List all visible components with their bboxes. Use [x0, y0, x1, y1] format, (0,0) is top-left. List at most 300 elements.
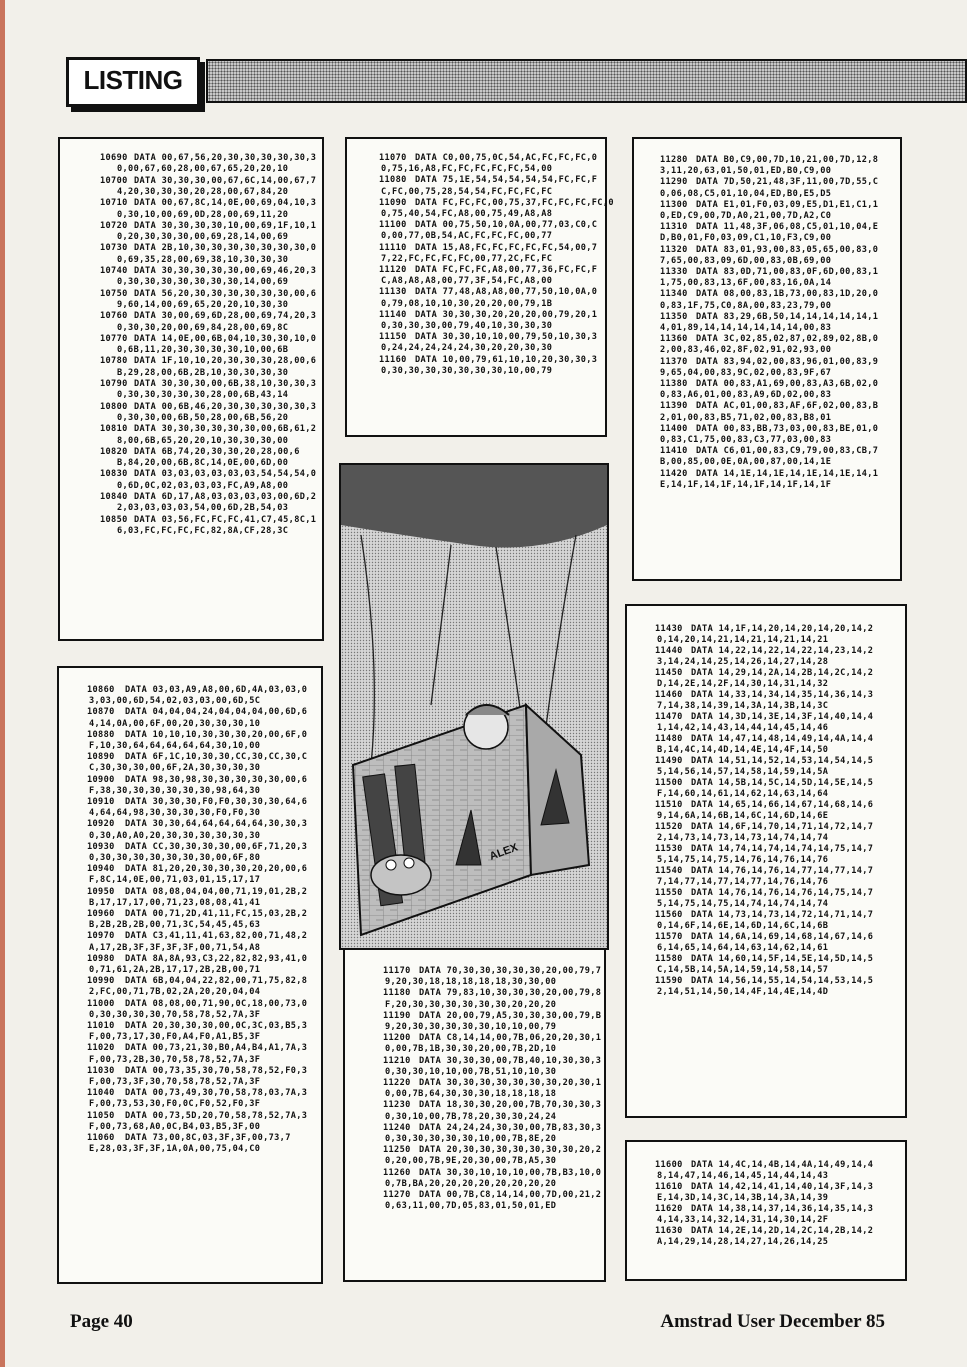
data-statement: DATA E1,01,F0,03,09,E5,D1,E1,C1,1 [696, 199, 879, 210]
line-number: 10780 [100, 356, 128, 367]
line-number: 11110 [379, 242, 407, 253]
header-dotted-bar [206, 59, 967, 103]
listing-box-11600 [625, 1140, 907, 1281]
line-number: 10980 [87, 953, 115, 964]
data-continuation: F,10,30,64,64,64,64,64,30,10,00 [89, 741, 261, 751]
data-continuation: E,28,03,3F,3F,1A,0A,00,75,04,C0 [89, 1144, 261, 1155]
line-number: 11100 [379, 220, 407, 231]
data-statement: DATA 14,65,14,66,14,67,14,68,14,6 [691, 800, 874, 810]
line-number: 11630 [655, 1226, 683, 1236]
data-statement: DATA 30,30,30,30,30,00,69,46,20,3 [134, 266, 317, 276]
line-number: 11250 [383, 1145, 411, 1156]
line-number: 11520 [655, 822, 683, 832]
line-number: 11060 [87, 1133, 115, 1143]
data-statement: DATA FC,FC,FC,00,75,37,FC,FC,FC,FC,0 [415, 197, 614, 208]
listing-box-10690 [58, 137, 324, 641]
data-continuation: F,00,73,2B,30,70,58,78,52,7A,3F [89, 1054, 261, 1065]
line-number: 10960 [87, 909, 115, 919]
data-statement: DATA 10,00,79,61,10,10,20,30,30,3 [415, 354, 598, 365]
data-statement: DATA 00,67,56,20,30,30,30,30,30,3 [134, 153, 317, 163]
line-number: 10990 [87, 976, 115, 987]
data-statement: DATA CC,30,30,30,30,00,6F,71,20,3 [125, 841, 308, 852]
line-number: 11510 [655, 800, 683, 810]
line-number: 11290 [660, 177, 688, 188]
data-continuation: 3,14,24,14,25,14,26,14,27,14,28 [657, 657, 829, 667]
data-continuation: 7,14,38,14,39,14,3A,14,3B,14,3C [657, 701, 829, 711]
line-number: 11470 [655, 712, 683, 722]
line-number: 11620 [655, 1204, 683, 1214]
data-statement: DATA 00,75,50,10,0A,00,77,03,C0,C [415, 220, 598, 231]
data-statement: DATA 30,30,30,30,30,30,00,6B,61,2 [134, 424, 317, 435]
line-number: 11410 [660, 446, 688, 457]
data-continuation: 9,65,04,00,83,9C,02,00,83,9F,67 [660, 367, 832, 378]
data-statement: DATA 73,00,8C,03,3F,3F,00,73,7 [125, 1133, 291, 1143]
data-continuation: F,14,60,14,61,14,62,14,63,14,64 [657, 789, 829, 799]
data-continuation: 4,01,89,14,14,14,14,14,14,00,83 [660, 323, 832, 333]
line-number: 10810 [100, 424, 128, 435]
data-continuation: 7,65,00,83,09,6D,00,83,0B,69,00 [660, 255, 832, 266]
line-number: 11030 [87, 1065, 115, 1076]
data-statement: DATA C0,00,75,0C,54,AC,FC,FC,FC,0 [415, 153, 598, 163]
data-continuation: 3,11,20,63,01,50,01,ED,B0,C9,00 [660, 166, 832, 177]
data-statement: DATA 14,33,14,34,14,35,14,36,14,3 [691, 690, 874, 700]
data-statement: DATA C3,41,11,41,63,82,00,71,48,2 [125, 931, 308, 942]
line-number: 11260 [383, 1167, 411, 1178]
data-statement: DATA 30,30,30,00,6B,38,10,30,30,3 [134, 379, 317, 389]
data-continuation: C,FC,00,75,28,54,54,FC,FC,FC,FC [381, 186, 553, 197]
data-statement: DATA 6B,74,20,30,30,20,28,00,6 [134, 446, 300, 457]
data-statement: DATA 6D,17,A8,03,03,03,03,00,6D,2 [134, 492, 317, 502]
data-continuation: 0,00,7B,64,30,30,30,18,18,18,18 [385, 1089, 557, 1100]
data-statement: DATA 30,30,10,10,10,00,7B,B3,10,0 [419, 1167, 602, 1178]
line-number: 11310 [660, 222, 688, 233]
data-statement: DATA 14,5B,14,5C,14,5D,14,5E,14,5 [691, 778, 874, 788]
data-continuation: C,14,5B,14,5A,14,59,14,58,14,57 [657, 965, 829, 975]
data-statement: DATA 14,60,14,5F,14,5E,14,5D,14,5 [691, 954, 874, 964]
line-number: 10950 [87, 886, 115, 897]
line-number: 11450 [655, 668, 683, 678]
page-edge-strip [0, 0, 5, 1367]
data-statement: DATA 08,00,83,1B,73,00,83,1D,20,0 [696, 289, 879, 300]
data-statement: DATA 14,74,14,74,14,74,14,75,14,7 [691, 844, 874, 854]
data-statement: DATA 20,30,30,30,00,0C,3C,03,B5,3 [125, 1021, 308, 1031]
line-number: 11570 [655, 932, 683, 942]
data-statement: DATA 30,30,30,00,7B,40,10,30,30,3 [419, 1055, 602, 1066]
data-statement: DATA 98,30,98,30,30,30,30,30,00,6 [125, 774, 308, 785]
data-continuation: 0,71,61,2A,2B,17,17,2B,2B,00,71 [89, 965, 261, 975]
balloon-illustration [341, 465, 607, 948]
data-continuation: 2,00,83,46,02,8F,02,91,02,93,00 [660, 345, 832, 356]
data-continuation: 0,75,16,A8,FC,FC,FC,FC,FC,54,00 [381, 164, 553, 175]
line-number: 11560 [655, 910, 683, 920]
data-statement: DATA 7D,50,21,48,3F,11,00,7D,55,C [696, 177, 879, 188]
data-continuation: 9,20,30,30,30,30,30,10,10,00,79 [385, 1022, 557, 1032]
data-statement: DATA 14,56,14,55,14,54,14,53,14,5 [691, 976, 874, 986]
data-continuation: 3,03,00,6D,54,02,03,03,00,6D,5C [89, 696, 261, 707]
data-statement: DATA 20,00,79,A5,30,30,30,00,79,B [419, 1010, 602, 1021]
data-statement: DATA 00,73,35,30,70,58,78,52,F0,3 [125, 1065, 308, 1076]
data-statement: DATA 6F,1C,10,30,30,CC,30,CC,30,C [125, 752, 308, 763]
data-statement: DATA C8,14,14,00,7B,06,20,20,30,1 [419, 1033, 602, 1044]
data-continuation: F,38,30,30,30,30,30,30,98,64,30 [89, 785, 261, 796]
line-number: 11000 [87, 998, 115, 1009]
data-statement: DATA 10,10,10,30,30,30,20,00,6F,0 [125, 729, 308, 740]
listing-box-10860 [57, 666, 323, 1284]
line-number: 10770 [100, 333, 128, 344]
data-statement: DATA 08,08,04,04,00,71,19,01,2B,2 [125, 886, 308, 897]
data-statement: DATA 70,30,30,30,30,30,20,00,79,7 [419, 966, 602, 976]
data-continuation: 0,30,10,00,7B,78,20,30,30,24,24 [385, 1111, 557, 1122]
line-number: 11220 [383, 1078, 411, 1088]
artist-signature: ALEX [487, 841, 520, 863]
line-number: 10820 [100, 446, 128, 457]
data-statement: DATA C6,01,00,83,C9,79,00,83,CB,7 [696, 446, 879, 457]
line-number: 11600 [655, 1160, 683, 1170]
line-number: 11550 [655, 888, 683, 898]
line-number: 10890 [87, 752, 115, 763]
data-statement: DATA 00,83,A1,69,00,83,A3,6B,02,0 [696, 379, 879, 389]
data-statement: DATA 18,30,30,20,00,7B,70,30,30,3 [419, 1100, 602, 1111]
data-continuation: 0,30,30,10,10,00,7B,51,10,10,30 [385, 1066, 557, 1077]
data-continuation: 0,30,30,30,30,70,58,78,52,7A,3F [89, 1009, 261, 1020]
listing-box-11280 [632, 137, 902, 581]
data-continuation: 0,00,67,60,28,00,67,65,20,20,10 [117, 164, 289, 175]
line-number: 11460 [655, 690, 683, 700]
data-statement: DATA 14,2E,14,2D,14,2C,14,2B,14,2 [691, 1226, 874, 1236]
data-continuation: 0,ED,C9,00,7D,A0,21,00,7D,A2,C0 [660, 211, 832, 221]
data-continuation: 2,03,03,03,03,54,00,6D,2B,54,03 [117, 503, 289, 514]
data-continuation: F,20,30,30,30,30,30,30,20,20,20 [385, 999, 557, 1010]
line-number: 11140 [379, 309, 407, 320]
page-number: Page 40 [70, 1311, 133, 1332]
data-continuation: E,14,1F,14,1F,14,1F,14,1F,14,1F [660, 479, 832, 490]
line-number: 11390 [660, 401, 688, 412]
data-statement: DATA FC,FC,FC,A8,00,77,36,FC,FC,F [415, 265, 598, 275]
data-statement: DATA 75,1E,54,54,54,54,54,FC,FC,F [415, 175, 598, 186]
data-statement: DATA 30,30,30,F0,F0,30,30,30,64,6 [125, 797, 308, 807]
data-continuation: 4,14,0A,00,6F,00,20,30,30,30,10 [89, 718, 261, 729]
data-statement: DATA 03,03,03,03,03,03,54,54,54,0 [134, 469, 317, 480]
data-continuation: D,B0,01,F0,03,09,C1,10,F3,C9,00 [660, 233, 832, 244]
data-continuation: 2,FC,00,71,7B,02,2A,20,20,04,04 [89, 987, 261, 998]
listing-box-11170 [343, 946, 606, 1282]
data-continuation: 0,30,30,30,30,30,30,30,14,00,69 [117, 277, 289, 288]
data-continuation: 5,14,75,14,75,14,74,14,74,14,74 [657, 899, 829, 909]
data-statement: DATA 04,04,04,24,04,04,04,00,6D,6 [125, 707, 308, 718]
data-continuation: B,2B,2B,2B,00,71,3C,54,45,45,63 [89, 920, 261, 931]
data-statement: DATA 8A,8A,93,C3,22,82,82,93,41,0 [125, 953, 308, 964]
data-statement: DATA 30,00,69,6D,28,00,69,74,20,3 [134, 311, 317, 322]
data-continuation: 0,20,00,7B,9E,20,30,00,7B,A5,30 [385, 1156, 557, 1167]
data-continuation: 0,00,77,0B,54,AC,FC,FC,FC,00,77 [381, 231, 553, 242]
line-number: 11240 [383, 1122, 411, 1133]
data-statement: DATA 14,38,14,37,14,36,14,35,14,3 [691, 1204, 874, 1214]
listing-header [66, 57, 967, 103]
data-continuation: B,00,85,00,0E,0A,00,87,00,14,1E [660, 457, 832, 468]
data-continuation: 0,30,30,30,00,79,40,10,30,30,30 [381, 321, 553, 331]
data-statement: DATA 00,73,21,30,B0,A4,B4,A1,7A,3 [125, 1043, 308, 1054]
line-number: 10880 [87, 729, 115, 740]
line-number: 10860 [87, 685, 115, 695]
data-continuation: 5,14,75,14,75,14,76,14,76,14,76 [657, 855, 829, 865]
data-continuation: 0,30,30,00,6B,50,28,00,6B,56,20 [117, 412, 289, 423]
data-statement: DATA 30,30,10,10,00,79,50,10,30,3 [415, 332, 598, 343]
line-number: 10970 [87, 931, 115, 942]
data-continuation: 8,14,47,14,46,14,45,14,44,14,43 [657, 1171, 829, 1181]
line-number: 11590 [655, 976, 683, 986]
line-number: 10910 [87, 797, 115, 807]
line-number: 11200 [383, 1033, 411, 1044]
data-continuation: 0,30,30,30,30,30,30,30,10,00,79 [381, 365, 553, 376]
data-statement: DATA 2B,10,30,30,30,30,30,30,30,0 [134, 243, 317, 254]
line-number: 11430 [655, 624, 683, 634]
data-statement: DATA 3C,02,85,02,87,02,89,02,8B,0 [696, 334, 879, 345]
data-statement: DATA 08,08,00,71,90,0C,18,00,73,0 [125, 998, 308, 1009]
line-number: 11040 [87, 1088, 115, 1099]
line-number: 11130 [379, 287, 407, 298]
data-statement: DATA 81,20,20,30,30,30,20,20,00,6 [125, 864, 308, 875]
listing-title: LISTING [66, 57, 200, 107]
data-continuation: 7,22,FC,FC,FC,FC,00,77,2C,FC,FC [381, 253, 553, 264]
line-number: 10790 [100, 379, 128, 389]
data-continuation: 4,20,30,30,30,20,28,00,67,84,20 [117, 186, 289, 197]
line-number: 11180 [383, 988, 411, 999]
line-number: 11230 [383, 1100, 411, 1111]
data-continuation: 0,30,A0,A0,20,30,30,30,30,30,30 [89, 830, 261, 841]
data-statement: DATA 83,01,93,00,83,05,65,00,83,0 [696, 244, 879, 255]
line-number: 11480 [655, 734, 683, 744]
data-continuation: 4,64,64,98,30,30,30,30,F0,F0,30 [89, 808, 261, 819]
data-statement: DATA 14,73,14,73,14,72,14,71,14,7 [691, 910, 874, 920]
data-statement: DATA 00,73,49,30,70,58,78,03,7A,3 [125, 1088, 308, 1099]
listing-box-11430 [625, 604, 907, 1118]
data-continuation: B,14,4C,14,4D,14,4E,14,4F,14,50 [657, 745, 829, 755]
magazine-issue: Amstrad User December 85 [660, 1311, 885, 1332]
line-number: 11320 [660, 244, 688, 255]
data-statement: DATA 77,48,A8,A8,00,77,50,10,0A,0 [415, 287, 598, 298]
line-number: 10870 [87, 707, 115, 718]
data-statement: DATA 00,83,BB,73,03,00,83,BE,01,0 [696, 423, 879, 434]
data-continuation: 0,00,7B,1B,30,30,20,00,7B,2D,10 [385, 1044, 557, 1055]
line-number: 11490 [655, 756, 683, 766]
listing-box-11070 [345, 137, 614, 437]
data-continuation: 0,6D,0C,02,03,03,03,FC,A9,A8,00 [117, 480, 289, 491]
line-number: 11370 [660, 356, 688, 367]
data-statement: DATA 14,0E,00,6B,04,10,30,30,10,0 [134, 333, 317, 344]
data-continuation: E,14,3D,14,3C,14,3B,14,3A,14,39 [657, 1193, 829, 1203]
data-statement: DATA 30,30,30,00,67,6C,14,00,67,7 [134, 175, 317, 186]
line-number: 11020 [87, 1043, 115, 1054]
data-continuation: 5,14,56,14,57,14,58,14,59,14,5A [657, 767, 829, 777]
line-number: 11540 [655, 866, 683, 876]
data-statement: DATA 30,30,30,30,30,30,30,20,30,1 [419, 1078, 602, 1088]
data-statement: DATA 03,03,A9,A8,00,6D,4A,03,03,0 [125, 685, 308, 695]
data-continuation: 0,20,30,30,30,00,69,28,14,00,69 [117, 232, 289, 243]
data-statement: DATA 15,A8,FC,FC,FC,FC,FC,54,00,7 [415, 242, 598, 253]
data-statement: DATA 79,83,10,30,30,30,20,00,79,8 [419, 988, 602, 999]
data-statement: DATA 00,7B,C8,14,14,00,7D,00,21,2 [419, 1190, 602, 1200]
line-number: 11080 [379, 175, 407, 186]
line-number: 11280 [660, 155, 688, 165]
data-statement: DATA 00,6B,46,20,30,30,30,30,30,3 [134, 401, 317, 412]
line-number: 10730 [100, 243, 128, 254]
data-continuation: 0,79,08,10,10,30,20,20,00,79,1B [381, 298, 553, 309]
line-number: 11270 [383, 1190, 411, 1200]
data-continuation: 2,01,00,83,B5,71,02,00,83,B8,01 [660, 412, 832, 423]
data-continuation: 0,30,10,00,69,0D,28,00,69,11,20 [117, 209, 289, 220]
line-number: 11210 [383, 1055, 411, 1066]
data-continuation: 0,63,11,00,7D,05,83,01,50,01,ED [385, 1201, 557, 1212]
data-continuation: 0,83,1F,75,C0,8A,00,83,23,79,00 [660, 300, 832, 311]
data-statement: DATA 1F,10,10,20,30,30,30,28,00,6 [134, 356, 317, 367]
line-number: 11340 [660, 289, 688, 300]
data-continuation: 1,14,42,14,43,14,44,14,45,14,46 [657, 723, 829, 733]
data-statement: DATA 14,47,14,48,14,49,14,4A,14,4 [691, 734, 874, 744]
data-continuation: 0,69,35,28,00,69,38,10,30,30,30 [117, 254, 289, 265]
line-number: 11120 [379, 265, 407, 275]
line-number: 10840 [100, 492, 128, 502]
line-number: 11150 [379, 332, 407, 343]
line-number: 10760 [100, 311, 128, 322]
data-continuation: B,29,28,00,6B,2B,10,30,30,30,30 [117, 367, 289, 378]
data-statement: DATA 30,30,30,30,10,00,69,1F,10,1 [134, 220, 317, 231]
data-continuation: F,00,73,68,A0,0C,B4,03,B5,3F,00 [89, 1121, 261, 1132]
data-continuation: 2,14,73,14,73,14,73,14,74,14,74 [657, 833, 829, 843]
line-number: 10690 [100, 153, 128, 163]
data-continuation: F,00,73,17,30,F0,A4,F0,A1,B5,3F [89, 1032, 261, 1043]
data-continuation: A,17,2B,3F,3F,3F,3F,00,71,54,A8 [89, 942, 261, 953]
data-statement: DATA 14,6F,14,70,14,71,14,72,14,7 [691, 822, 874, 832]
data-statement: DATA 14,76,14,76,14,76,14,75,14,7 [691, 888, 874, 898]
data-continuation: 0,30,30,30,30,30,28,00,6B,43,14 [117, 390, 289, 401]
line-number: 11360 [660, 334, 688, 345]
data-continuation: 0,30,30,30,30,30,30,30,00,6F,80 [89, 853, 261, 863]
data-continuation: 0,24,24,24,24,24,30,20,20,30,30 [381, 343, 553, 354]
line-number: 10900 [87, 774, 115, 785]
data-continuation: 0,06,08,C5,01,10,04,ED,B0,E5,D5 [660, 188, 832, 199]
line-number: 11170 [383, 966, 411, 976]
data-continuation: A,14,29,14,28,14,27,14,26,14,25 [657, 1237, 829, 1247]
line-number: 10710 [100, 198, 128, 209]
line-number: 10940 [87, 864, 115, 875]
line-number: 10920 [87, 819, 115, 830]
data-statement: DATA 6B,04,04,22,82,00,71,75,82,8 [125, 976, 308, 987]
data-continuation: 6,03,FC,FC,FC,FC,82,8A,CF,28,3C [117, 525, 289, 536]
data-continuation: F,8C,14,0E,00,71,03,01,15,17,17 [89, 875, 261, 886]
data-continuation: 0,75,40,54,FC,A8,00,75,49,A8,A8 [381, 209, 553, 219]
data-continuation: 9,20,30,18,18,18,18,18,30,30,00 [385, 977, 557, 988]
data-statement: DATA 83,29,6B,50,14,14,14,14,14,1 [696, 311, 879, 322]
data-statement: DATA 14,76,14,76,14,77,14,77,14,7 [691, 866, 874, 876]
data-statement: DATA 24,24,24,30,30,00,7B,83,30,3 [419, 1122, 602, 1133]
line-number: 11010 [87, 1021, 115, 1031]
data-continuation: B,17,17,17,00,71,23,08,08,41,41 [89, 897, 261, 908]
data-continuation: 9,14,6A,14,6B,14,6C,14,6D,14,6E [657, 811, 829, 821]
data-statement: DATA 14,1F,14,20,14,20,14,20,14,2 [691, 624, 874, 634]
data-continuation: 2,14,51,14,50,14,4F,14,4E,14,4D [657, 987, 829, 997]
data-continuation: B,84,20,00,6B,8C,14,0E,00,6D,00 [117, 458, 289, 469]
data-continuation: 1,75,00,83,13,6F,00,83,16,0A,14 [660, 278, 832, 289]
line-number: 11500 [655, 778, 683, 788]
data-statement: DATA AC,01,00,83,AF,6F,02,00,83,B [696, 401, 879, 412]
data-statement: DATA 14,29,14,2A,14,2B,14,2C,14,2 [691, 668, 874, 678]
data-statement: DATA 56,20,30,30,30,30,30,30,00,6 [134, 288, 317, 299]
data-continuation: 4,14,33,14,32,14,31,14,30,14,2F [657, 1215, 829, 1225]
data-continuation: C,A8,A8,A8,00,77,3F,54,FC,A8,00 [381, 276, 553, 287]
data-continuation: 0,14,6F,14,6E,14,6D,14,6C,14,6B [657, 921, 829, 931]
line-number: 11330 [660, 267, 688, 277]
data-statement: DATA 14,1E,14,1E,14,1E,14,1E,14,1 [696, 468, 879, 479]
data-statement: DATA 00,71,2D,41,11,FC,15,03,2B,2 [125, 909, 308, 919]
line-number: 10720 [100, 220, 128, 231]
line-number: 11440 [655, 646, 683, 656]
data-statement: DATA 14,22,14,22,14,22,14,23,14,2 [691, 646, 874, 656]
data-statement: DATA 14,42,14,41,14,40,14,3F,14,3 [691, 1182, 874, 1192]
data-continuation: 0,83,C1,75,00,83,C3,77,03,00,83 [660, 435, 832, 445]
line-number: 11160 [379, 354, 407, 365]
line-number: 11530 [655, 844, 683, 854]
data-continuation: 0,83,A6,01,00,83,A9,6D,02,00,83 [660, 390, 832, 401]
data-statement: DATA 14,3D,14,3E,14,3F,14,40,14,4 [691, 712, 874, 722]
line-number: 11190 [383, 1010, 411, 1021]
line-number: 10750 [100, 288, 128, 299]
data-continuation: 0,7B,BA,20,20,20,20,20,20,20,20 [385, 1178, 557, 1189]
line-number: 11070 [379, 153, 407, 163]
line-number: 11420 [660, 468, 688, 479]
line-number: 11050 [87, 1110, 115, 1121]
data-statement: DATA B0,C9,00,7D,10,21,00,7D,12,8 [696, 155, 879, 165]
line-number: 11090 [379, 197, 407, 208]
data-continuation: 9,60,14,00,69,65,20,20,10,30,30 [117, 299, 289, 310]
line-number: 11350 [660, 311, 688, 322]
data-continuation: 0,14,20,14,21,14,21,14,21,14,21 [657, 635, 829, 645]
data-continuation: C,30,30,30,00,6F,2A,30,30,30,30 [89, 763, 261, 774]
data-continuation: F,00,73,3F,30,70,58,78,52,7A,3F [89, 1077, 261, 1087]
data-statement: DATA 11,48,3F,06,08,C5,01,10,04,E [696, 222, 879, 233]
line-number: 10830 [100, 469, 128, 480]
data-continuation: 6,14,65,14,64,14,63,14,62,14,61 [657, 943, 829, 953]
data-statement: DATA 30,30,64,64,64,64,64,30,30,3 [125, 819, 308, 830]
data-statement: DATA 20,30,30,30,30,30,30,30,20,2 [419, 1145, 602, 1156]
line-number: 10850 [100, 514, 128, 525]
line-number: 10740 [100, 266, 128, 276]
line-number: 10700 [100, 175, 128, 186]
line-number: 11380 [660, 379, 688, 389]
data-statement: DATA 14,51,14,52,14,53,14,54,14,5 [691, 756, 874, 766]
data-statement: DATA 83,0D,71,00,83,0F,6D,00,83,1 [696, 267, 879, 277]
data-continuation: D,14,2E,14,2F,14,30,14,31,14,32 [657, 679, 829, 689]
balloon-cartoon [339, 463, 609, 950]
data-continuation: F,00,73,53,30,F0,0C,F0,52,F0,3F [89, 1099, 261, 1110]
data-statement: DATA 00,67,8C,14,0E,00,69,04,10,3 [134, 198, 317, 209]
line-number: 11400 [660, 423, 688, 434]
line-number: 11580 [655, 954, 683, 964]
data-continuation: 0,6B,11,20,30,30,30,30,10,00,6B [117, 345, 289, 356]
line-number: 10930 [87, 841, 115, 852]
line-number: 10800 [100, 401, 128, 412]
data-statement: DATA 00,73,5D,20,70,58,78,52,7A,3 [125, 1110, 308, 1121]
data-continuation: 7,14,77,14,77,14,77,14,76,14,76 [657, 877, 829, 887]
data-statement: DATA 83,94,02,00,83,96,01,00,83,9 [696, 356, 879, 367]
data-continuation: 0,30,30,20,00,69,84,28,00,69,8C [117, 322, 289, 333]
data-statement: DATA 14,6A,14,69,14,68,14,67,14,6 [691, 932, 874, 942]
line-number: 11300 [660, 199, 688, 210]
data-statement: DATA 30,30,30,20,20,20,00,79,20,1 [415, 309, 598, 320]
data-continuation: 0,30,30,30,30,30,10,00,7B,8E,20 [385, 1134, 557, 1144]
data-continuation: 8,00,6B,65,20,20,10,30,30,30,00 [117, 435, 289, 446]
data-statement: DATA 03,56,FC,FC,FC,41,C7,45,8C,1 [134, 514, 317, 525]
data-statement: DATA 14,4C,14,4B,14,4A,14,49,14,4 [691, 1160, 874, 1170]
